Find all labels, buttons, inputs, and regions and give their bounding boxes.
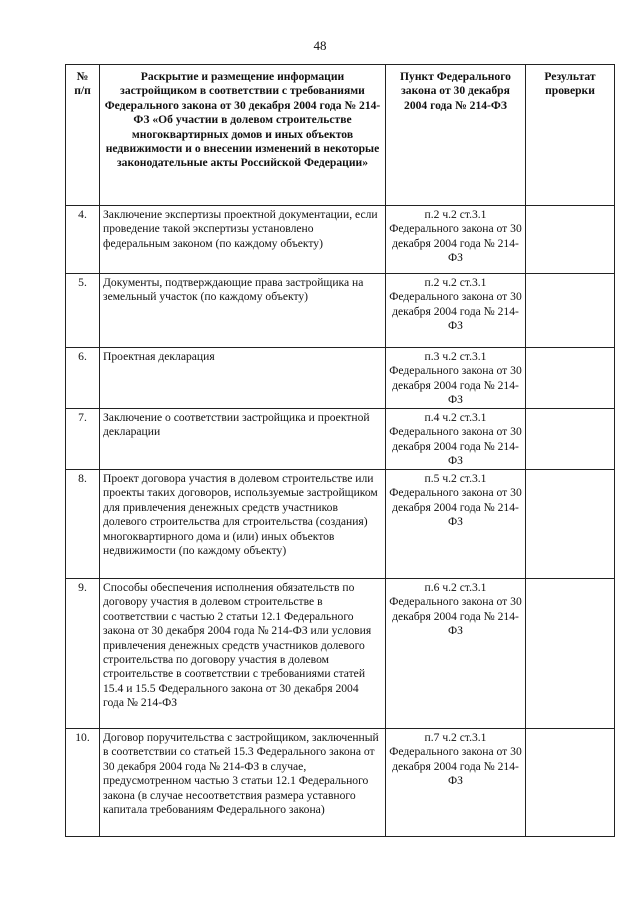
row-num: 5.: [66, 274, 100, 348]
header-description: Раскрытие и размещение информации застройщиком в соответствии с требованиями Федерального закона от 30 декабря 2004 года № 214-ФЗ «Об участии в долевом строительстве многоквартирных домов и иных объектов недвижимости и о внесении изменений в некоторые законодательные акты Российской Федерации»: [100, 65, 386, 206]
row-result: [526, 409, 615, 470]
row-law-point: п.7 ч.2 ст.3.1 Федерального закона от 30 декабря 2004 года № 214-ФЗ: [386, 729, 526, 837]
row-description: Способы обеспечения исполнения обязательств по договору участия в долевом строительстве в соответствии с частью 2 статьи 12.1 Федерального закона от 30 декабря 2004 года № 214-ФЗ или условия привлечения денежных средств участников долевого строительства по договору участия в долевом строительстве в соответствии с требованиями статей 15.4 и 15.5 Федерального закона от 30 декабря 2004 года № 214-ФЗ: [100, 579, 386, 729]
row-result: [526, 470, 615, 579]
row-description: Документы, подтверждающие права застройщика на земельный участок (по каждому объекту): [100, 274, 386, 348]
row-law-point: п.2 ч.2 ст.3.1 Федерального закона от 30 декабря 2004 года № 214-ФЗ: [386, 274, 526, 348]
row-description: Проектная декларация: [100, 348, 386, 409]
row-description: Заключение о соответствии застройщика и проектной декларации: [100, 409, 386, 470]
row-num: 9.: [66, 579, 100, 729]
row-num: 7.: [66, 409, 100, 470]
row-law-point: п.3 ч.2 ст.3.1 Федерального закона от 30 декабря 2004 года № 214-ФЗ: [386, 348, 526, 409]
inspection-table: [65, 64, 615, 837]
table-header-row: [66, 65, 615, 206]
header-num: № п/п: [66, 65, 100, 206]
header-law-point: Пункт Федерального закона от 30 декабря 2004 года № 214-ФЗ: [386, 65, 526, 206]
row-num: 6.: [66, 348, 100, 409]
row-result: [526, 206, 615, 274]
header-result: Результат проверки: [526, 65, 615, 206]
row-num: 8.: [66, 470, 100, 579]
row-description: Заключение экспертизы проектной документации, если проведение такой экспертизы установлено федеральным законом (по каждому объекту): [100, 206, 386, 274]
page-number: 48: [313, 38, 327, 53]
row-law-point: п.5 ч.2 ст.3.1 Федерального закона от 30 декабря 2004 года № 214-ФЗ: [386, 470, 526, 579]
row-num: 4.: [66, 206, 100, 274]
table-row: [66, 348, 615, 409]
row-law-point: п.4 ч.2 ст.3.1 Федерального закона от 30 декабря 2004 года № 214-ФЗ: [386, 409, 526, 470]
row-description: Проект договора участия в долевом строительстве или проекты таких договоров, используемые застройщиком для привлечения денежных средств участников долевого строительства для строительства (создания) многоквартирного дома и (или) иных объектов недвижимости (по каждому объекту): [100, 470, 386, 579]
row-description: Договор поручительства с застройщиком, заключенный в соответствии со статьей 15.3 Федерального закона от 30 декабря 2004 года № 214-ФЗ в случае, предусмотренном частью 3 статьи 12.1 Федерального закона (в случае несоответствия размера уставного капитала требованиям Федерального закона): [100, 729, 386, 837]
row-law-point: п.2 ч.2 ст.3.1 Федерального закона от 30 декабря 2004 года № 214-ФЗ: [386, 206, 526, 274]
row-num: 10.: [66, 729, 100, 837]
table-row: [66, 579, 615, 729]
table-row: [66, 729, 615, 837]
row-result: [526, 579, 615, 729]
row-result: [526, 348, 615, 409]
row-result: [526, 274, 615, 348]
table-row: [66, 470, 615, 579]
table-row: [66, 206, 615, 274]
table-row: [66, 409, 615, 470]
row-law-point: п.6 ч.2 ст.3.1 Федерального закона от 30 декабря 2004 года № 214-ФЗ: [386, 579, 526, 729]
row-result: [526, 729, 615, 837]
table-row: [66, 274, 615, 348]
